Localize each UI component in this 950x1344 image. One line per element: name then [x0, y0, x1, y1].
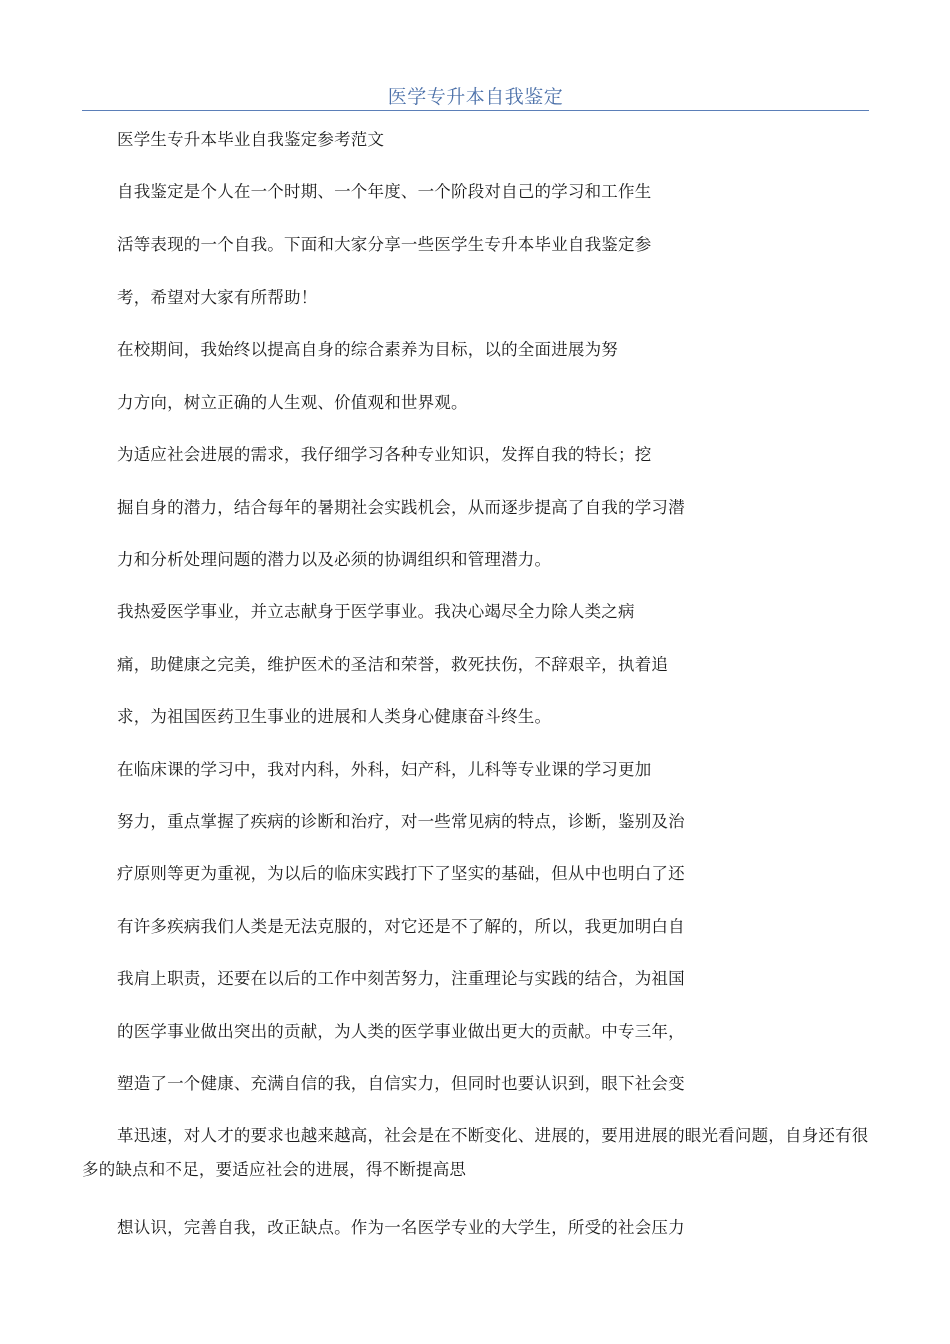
body-line: 掘自身的潜力，结合每年的暑期社会实践机会，从而逐步提高了自我的学习潜 [117, 498, 685, 517]
page-header [82, 80, 869, 111]
body-line: 塑造了一个健康、充满自信的我，自信实力，但同时也要认识到，眼下社会变 [117, 1074, 685, 1093]
page-title: 医学专升本自我鉴定 [387, 86, 564, 108]
body-line: 有许多疾病我们人类是无法克服的，对它还是不了解的，所以，我更加明白自 [117, 917, 685, 936]
body-line: 活等表现的一个自我。下面和大家分享一些医学生专升本毕业自我鉴定参 [117, 235, 652, 254]
body-line: 努力，重点掌握了疾病的诊断和治疗，对一些常见病的特点，诊断，鉴别及治 [117, 812, 685, 831]
body-line: 在校期间，我始终以提高自身的综合素养为目标，以的全面进展为努 [117, 340, 618, 359]
body-line: 自我鉴定是个人在一个时期、一个年度、一个阶段对自己的学习和工作生 [117, 182, 652, 201]
body-line: 求，为祖国医药卫生事业的进展和人类身心健康奋斗终生。 [117, 707, 552, 726]
body-line: 我肩上职责，还要在以后的工作中刻苦努力，注重理论与实践的结合，为祖国 [117, 969, 685, 988]
subtitle-line: 医学生专升本毕业自我鉴定参考范文 [117, 130, 385, 149]
body-line: 的医学事业做出突出的贡献，为人类的医学事业做出更大的贡献。中专三年， [117, 1022, 685, 1041]
body-line: 想认识，完善自我，改正缺点。作为一名医学专业的大学生，所受的社会压力 [117, 1218, 685, 1237]
body-line: 考，希望对大家有所帮助！ [117, 288, 318, 307]
body-line: 在临床课的学习中，我对内科，外科，妇产科，儿科等专业课的学习更加 [117, 760, 652, 779]
body-line: 疗原则等更为重视，为以后的临床实践打下了坚实的基础，但从中也明白了还 [117, 864, 685, 883]
wrapped-paragraph: 革迅速，对人才的要求也越来越高，社会是在不断变化、进展的，要用进展的眼光看问题，自身还有很多的缺点和不足，要适应社会的进展，得不断提高思 [82, 1126, 869, 1179]
body-line: 我热爱医学事业，并立志献身于医学事业。我决心竭尽全力除人类之病 [117, 602, 635, 621]
body-line: 力方向，树立正确的人生观、价值观和世界观。 [117, 393, 468, 412]
body-line: 力和分析处理问题的潜力以及必须的协调组织和管理潜力。 [117, 550, 552, 569]
body-line: 痛，助健康之完美，维护医术的圣洁和荣誉，救死扶伤，不辞艰辛，执着追 [117, 655, 669, 674]
body-line: 为适应社会进展的需求，我仔细学习各种专业知识，发挥自我的特长；挖 [117, 445, 652, 464]
